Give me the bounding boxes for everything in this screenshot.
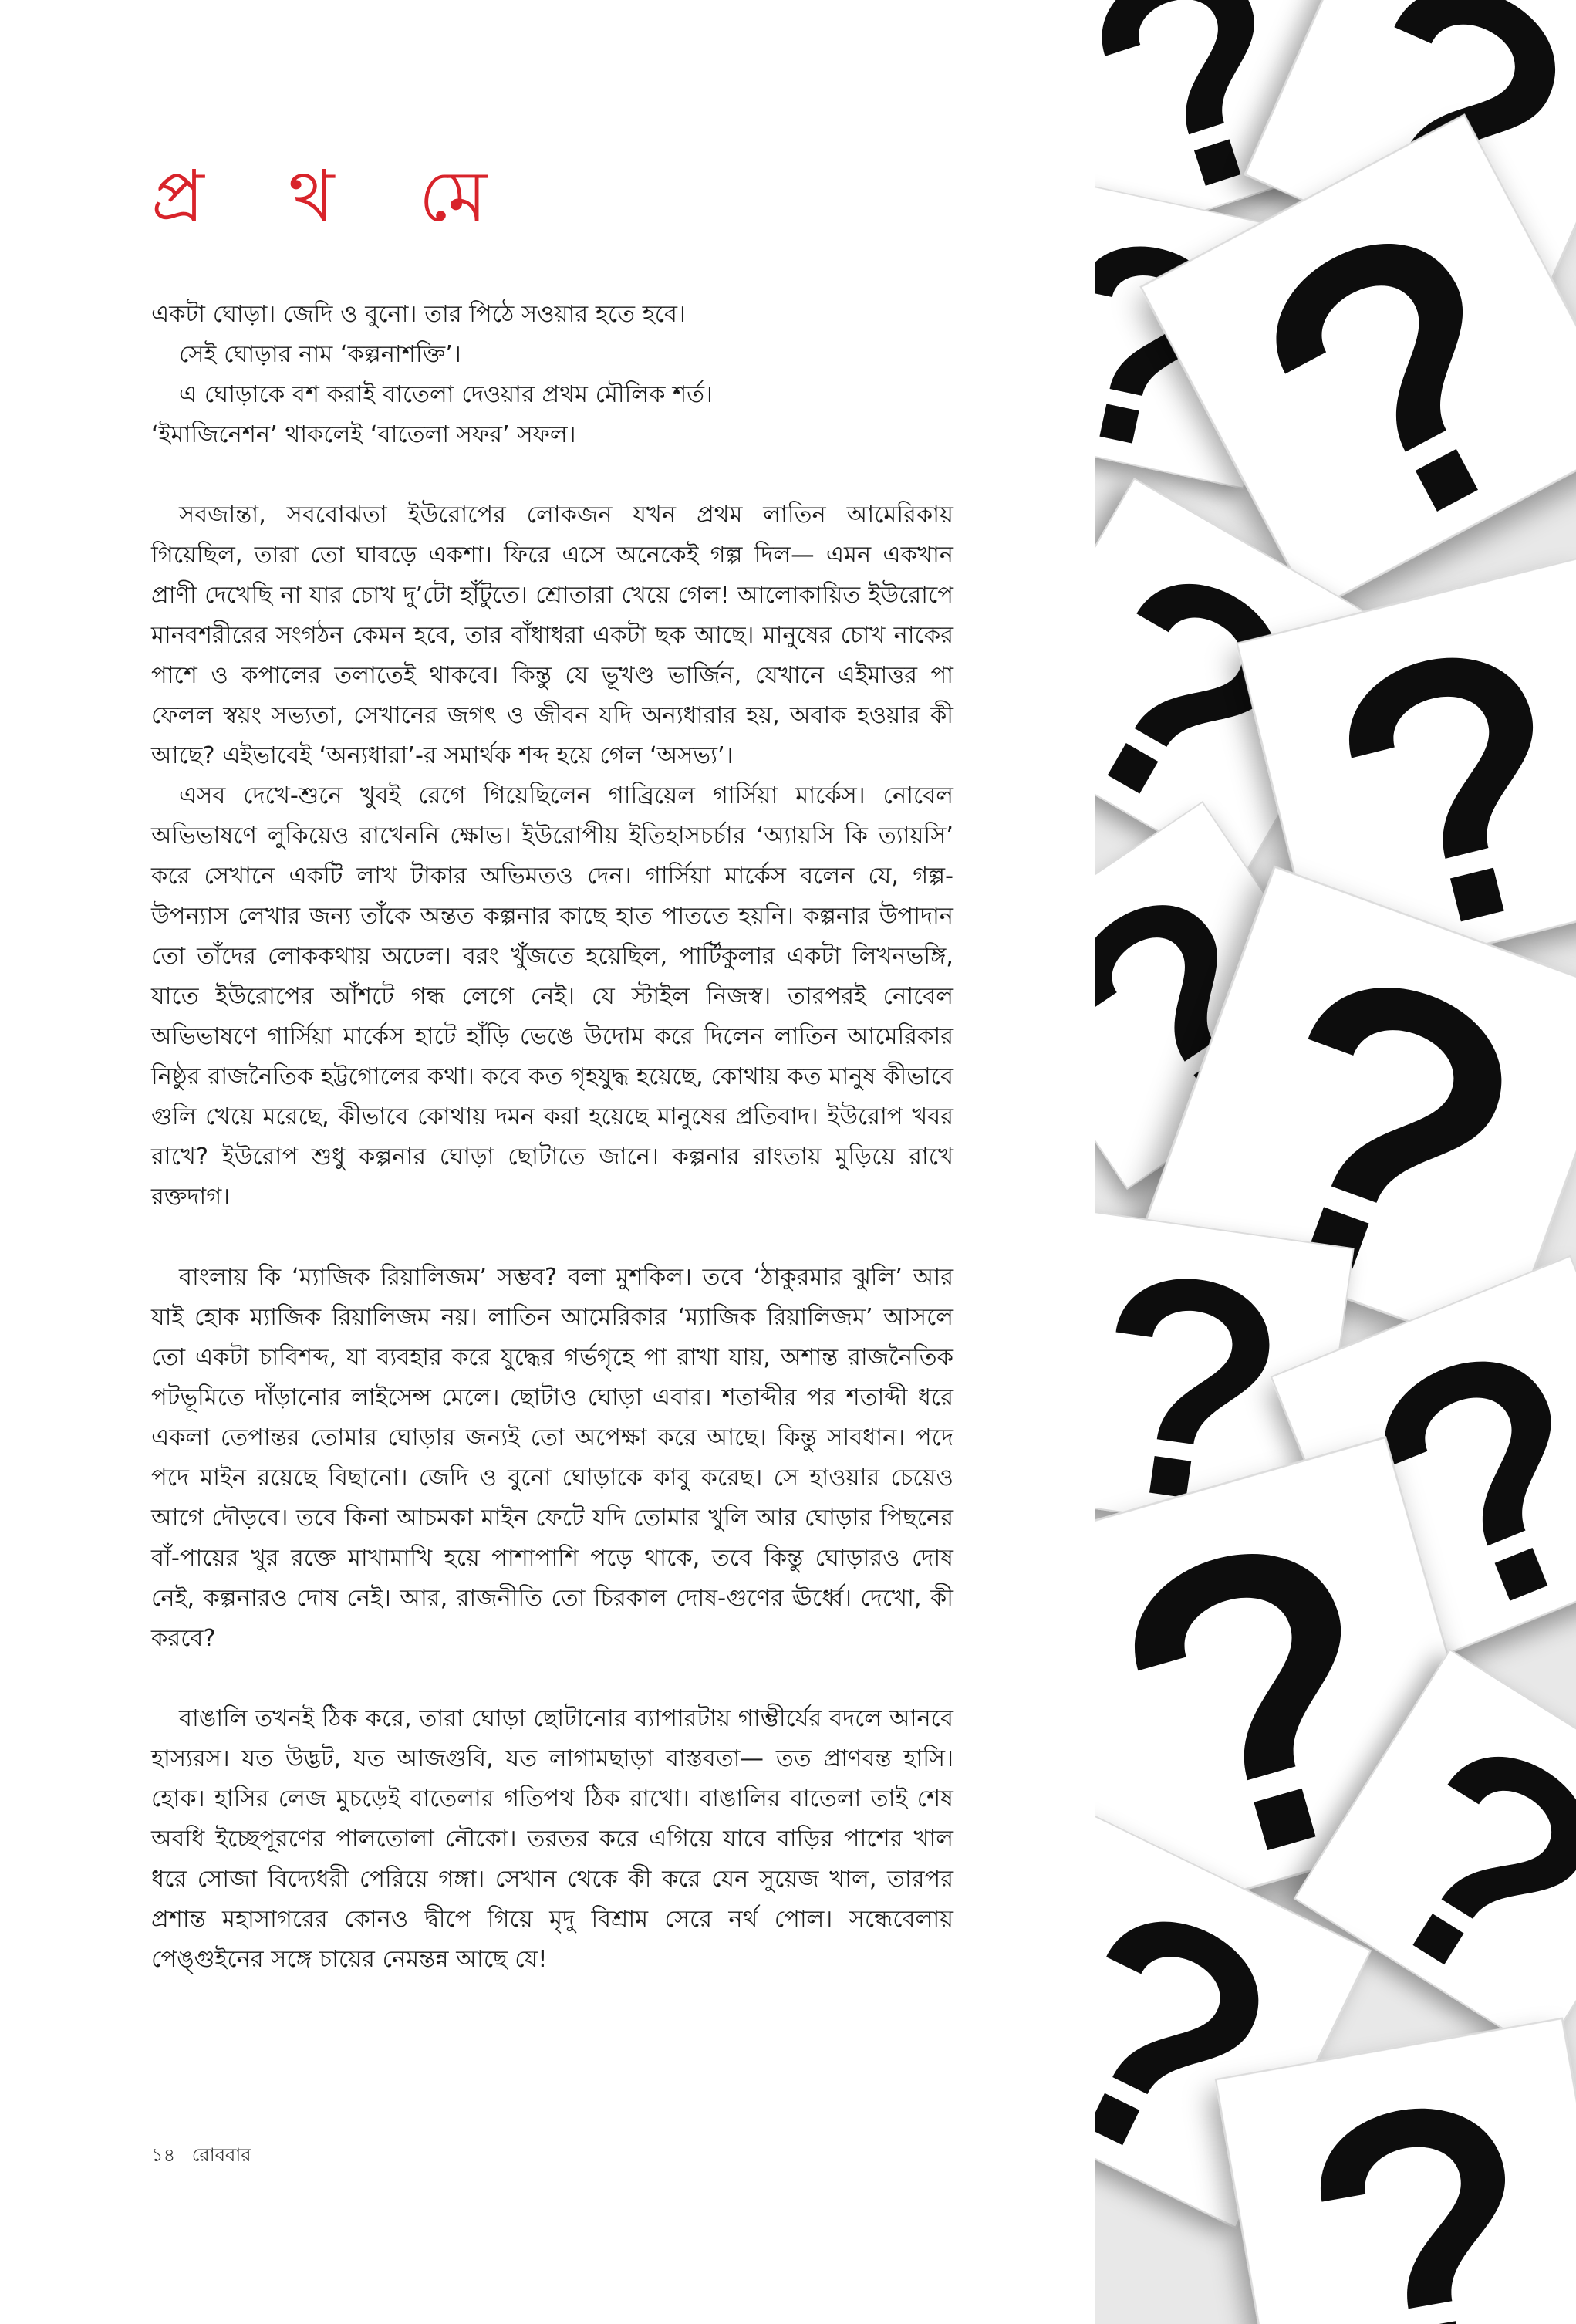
paragraph: ‘ইমাজিনেশন’ থাকলেই ‘বাতেলা সফর’ সফল। — [151, 421, 576, 448]
paragraph: এ ঘোড়াকে বশ করাই বাতেলা দেওয়ার প্রথম মৌলিক শর্ত। — [179, 381, 713, 408]
paragraph: বাংলায় কি ‘ম্যাজিক রিয়ালিজম’ সম্ভব? বলা মুশকিল। তবে ‘ঠাকুরমার ঝুলি’ আর যাই হোক ম্যাজিক রিয়ালিজম নয়। লাতিন আমেরিকার ‘ম্যাজিক রিয়ালিজম’ আসলে তো একটা চাবিশব্দ, যা ব্যবহার করে যুদ্ধের গর্ভগৃহে পা রাখা যায়, অশান্ত রাজনৈতিক পটভূমিতে দাঁড়ানোর লাইসেন্স মেলে। ছোটাও ঘোড়া এবার। শতাব্দীর পর শতাব্দী ধরে একলা তেপান্তর তোমার ঘোড়ার জন্যই তো অপেক্ষা করে আছে। কিন্তু সাবধান। পদে পদে মাইন রয়েছে বিছানো। জেদি ও বুনো ঘোড়াকে কাবু করেছ। সে হাওয়ার চেয়েও আগে দৌড়বে। তবে কিনা আচমকা মাইন ফেটে যদি তোমার খুলি আর ঘোড়ার পিছনের বাঁ-পায়ের খুর রক্তে মাখামাখি হয়ে পাশাপাশি পড়ে থাকে, তবে কিন্তু ঘোড়ারও দোষ নেই, কল্পনারও দোষ নেই। আর, রাজনীতি তো চিরকাল দোষ-গুণের ঊর্ধ্বে। দেখো, কী করবে? — [151, 1264, 953, 1652]
page-number: ১৪ — [151, 2144, 176, 2166]
magazine-name: রোববার — [191, 2144, 251, 2166]
article-body — [151, 295, 953, 1980]
paragraph: বাঙালি তখনই ঠিক করে, তারা ঘোড়া ছোটানোর ব্যাপারটায় গাম্ভীর্যের বদলে আনবে হাস্যরস। যত উদ্ভট, যত আজগুবি, যত লাগামছাড়া বাস্তবতা— তত প্রাণবন্ত হাসি। হোক। হাসির লেজ মুচড়েই বাতেলার গতিপথ ঠিক রাখো। বাঙালির বাতেলা তাই শেষ অবধি ইচ্ছেপূরণের পালতোলা নৌকো। তরতর করে এগিয়ে যাবে বাড়ির পাশের খাল ধরে সোজা বিদ্যেধরী পেরিয়ে গঙ্গা। সেখান থেকে কী করে যেন সুয়েজ খাল, তারপর প্রশান্ত মহাসাগরের কোনও দ্বীপে গিয়ে মৃদু বিশ্রাম সেরে নর্থ পোল। সন্ধেবেলায় পেঙ্গুইনের সঙ্গে চায়ের নেমন্তন্ন আছে যে! — [151, 1705, 953, 1973]
paragraph: এসব দেখে-শুনে খুবই রেগে গিয়েছিলেন গাব্রিয়েল গার্সিয়া মার্কেস। নোবেল অভিভাষণে লুকিয়েও রাখেননি ক্ষোভ। ইউরোপীয় ইতিহাসচর্চার ‘অ্যায়সি কি ত্যায়সি’ করে সেখানে একটি লাখ টাকার অভিমতও দেন। গার্সিয়া মার্কেস বলেন যে, গল্প-উপন্যাস লেখার জন্য তাঁকে অন্তত কল্পনার কাছে হাত পাততে হয়নি। কল্পনার উপাদান তো তাঁদের লোককথায় অঢেল। বরং খুঁজতে হয়েছিল, পার্টিকুলার একটা লিখনভঙ্গি, যাতে ইউরোপের আঁশটে গন্ধ লেগে নেই। যে স্টাইল নিজস্ব। তারপরই নোবেল অভিভাষণে গার্সিয়া মার্কেস হাটে হাঁড়ি ভেঙে উদোম করে দিলেন লাতিন আমেরিকার নিষ্ঠুর রাজনৈতিক হট্টগোলের কথা। কবে কত গৃহযুদ্ধ হয়েছে, কোথায় কত মানুষ কীভাবে গুলি খেয়ে মরেছে, কীভাবে কোথায় দমন করা হয়েছে মানুষের প্রতিবাদ। ইউরোপ খবর রাখে? ইউরোপ শুধু কল্পনার ঘোড়া ছোটাতে জানে। কল্পনার রাংতায় মুড়িয়ে রাখে রক্তদাগ। — [151, 782, 953, 1211]
page-footer — [151, 2143, 262, 2167]
paragraph: সবজান্তা, সববোঝতা ইউরোপের লোকজন যখন প্রথম লাতিন আমেরিকায় গিয়েছিল, তারা তো ঘাবড়ে একশা। ফিরে এসে অনেকেই গল্প দিল— এমন একখান প্রাণী দেখেছি না যার চোখ দু’টো হাঁটুতে। শ্রোতারা খেয়ে গেল! আলোকায়িত ইউরোপে মানবশরীরের সংগঠন কেমন হবে, তার বাঁধাধরা একটা ছক আছে। মানুষের চোখ নাকের পাশে ও কপালের তলাতেই থাকবে। কিন্তু যে ভূখণ্ড ভার্জিন, যেখানে এইমাত্তর পা ফেলল স্বয়ং সভ্যতা, সেখানের জগৎ ও জীবন যদি অন্যধারার হয়, অবাক হওয়ার কী আছে? এইভাবেই ‘অন্যধারা’-র সমার্থক শব্দ হয়ে গেল ‘অসভ্য’। — [151, 502, 953, 769]
text-column — [151, 154, 953, 2284]
page-title: প্র থ মে — [151, 155, 518, 238]
question-mark-cards-image — [1095, 0, 1576, 2324]
paragraph: সেই ঘোড়ার নাম ‘কল্পনাশক্তি’। — [179, 341, 461, 368]
paragraph: একটা ঘোড়া। জেদি ও বুনো। তার পিঠে সওয়ার হতে হবে। — [151, 301, 686, 328]
question-mark-cards-illustration — [1095, 0, 1576, 2324]
